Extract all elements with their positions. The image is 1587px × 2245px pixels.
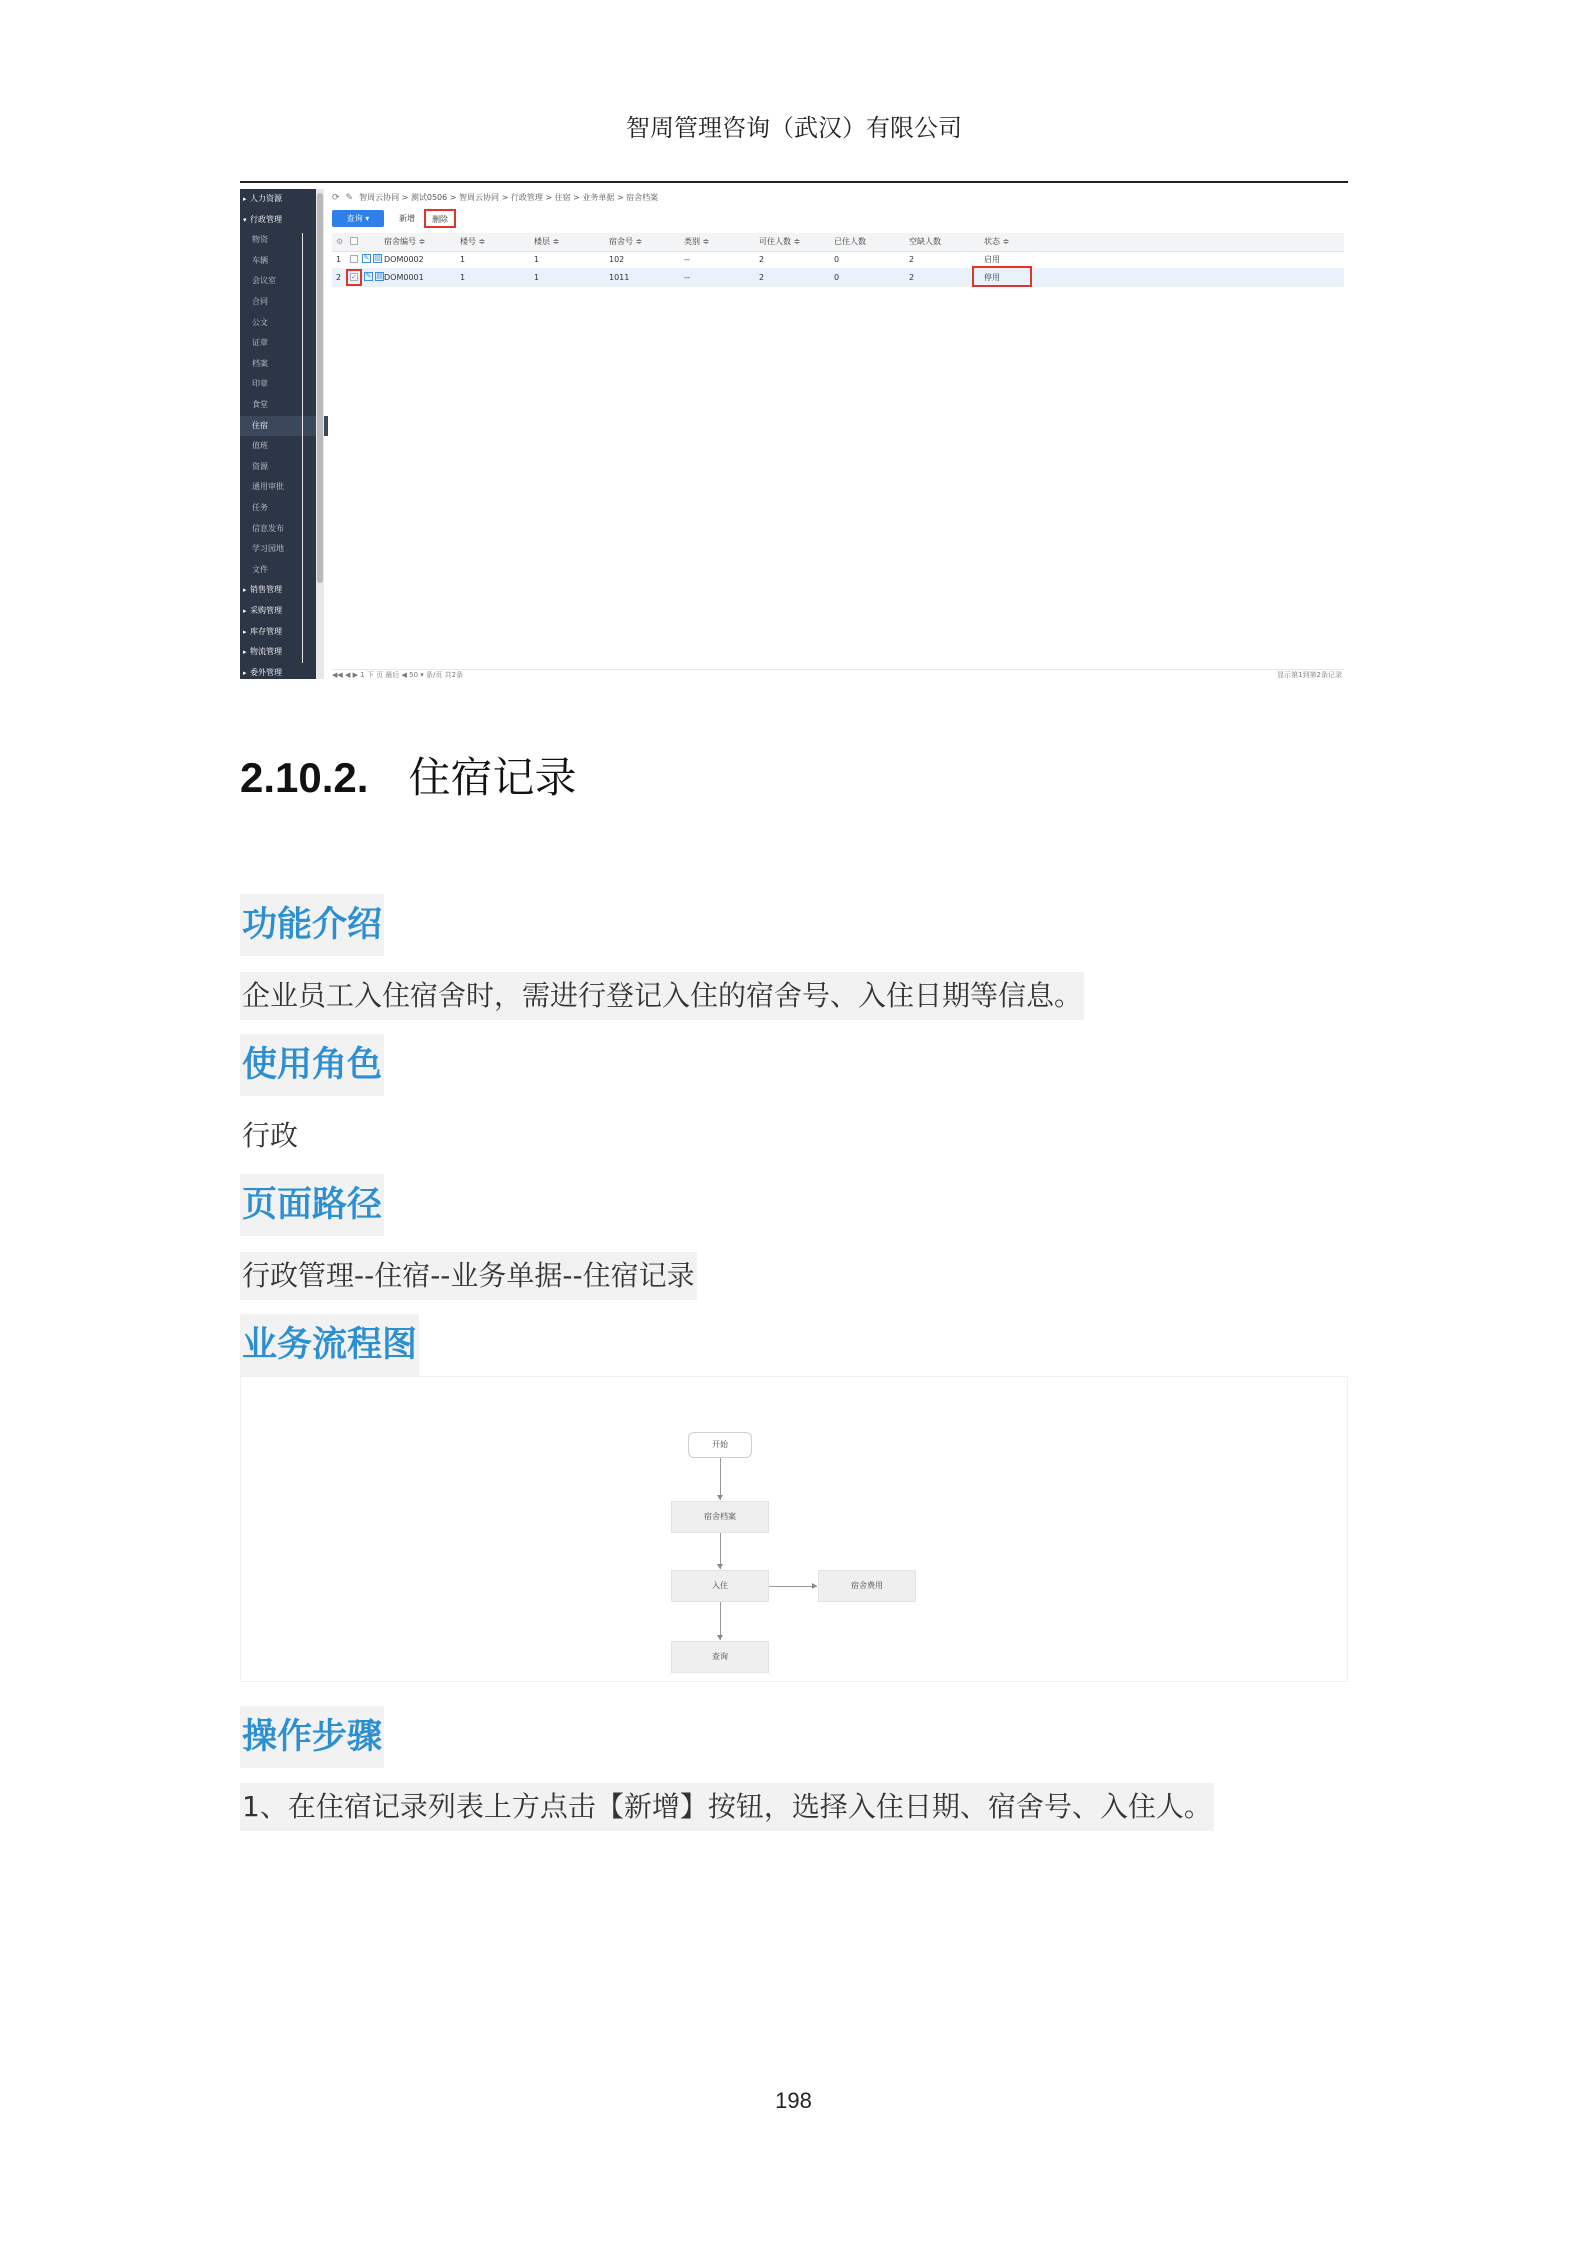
grid-header — [332, 233, 1344, 252]
edit-icon[interactable]: ✎ — [363, 254, 370, 262]
sidebar-item-label: 印章 — [252, 379, 268, 388]
sidebar-item-label: 库存管理 — [250, 627, 282, 636]
pagination-controls[interactable]: ◀◀ ◀ ▶ 1 下 页 最后 ◀ 50 ▾ 条/页 共2条 — [332, 671, 464, 679]
status-cell: 启用 — [984, 255, 1000, 264]
settings-icon[interactable]: ⚙ — [336, 237, 344, 246]
sidebar-item[interactable] — [240, 374, 328, 394]
chevron-right-icon: ▸ — [243, 648, 247, 656]
sidebar-item[interactable] — [240, 230, 328, 250]
sidebar-item[interactable] — [240, 395, 328, 415]
arrow-down-icon — [717, 1564, 723, 1569]
column-separator — [302, 233, 303, 663]
query-button[interactable] — [332, 210, 384, 227]
table-cell: 0 — [834, 273, 840, 282]
table-cell: 1 — [460, 273, 466, 282]
sidebar-item[interactable] — [240, 580, 319, 600]
sidebar-item[interactable] — [240, 333, 328, 353]
table-cell: DOM0001 — [384, 273, 424, 282]
chevron-down-icon: ▾ — [243, 216, 247, 224]
sidebar-item-label: 车辆 — [252, 256, 268, 265]
table-row[interactable] — [332, 251, 1344, 269]
chevron-right-icon: ▸ — [243, 195, 247, 203]
flow-node-start: 开始 — [688, 1432, 752, 1458]
section-title — [240, 748, 576, 808]
sidebar-item[interactable] — [240, 251, 328, 271]
delete-button[interactable]: 删除 — [424, 209, 456, 228]
flow-node-query: 查询 — [671, 1641, 769, 1673]
table-cell: 1 — [460, 255, 466, 264]
col-header[interactable]: 类别 ≑ — [684, 237, 710, 246]
breadcrumb-text: 智周云协同 > 测试0506 > 智周云协同 > 行政管理 > 住宿 > 业务单据 > 宿舍档案 — [359, 193, 659, 202]
table-cell: 1 — [534, 273, 540, 282]
pagination-bar — [332, 669, 1344, 679]
sidebar-item-label: 委外管理 — [250, 668, 282, 677]
chevron-right-icon: ▸ — [243, 669, 247, 677]
scrollbar-thumb[interactable] — [317, 193, 323, 583]
col-header[interactable]: 楼号 ≑ — [460, 237, 486, 246]
highlight-box — [972, 266, 1032, 287]
sidebar-item[interactable] — [240, 292, 328, 312]
flow-edge — [720, 1458, 721, 1500]
table-cell: 1 — [534, 255, 540, 264]
col-header[interactable]: 宿舍号 ≑ — [609, 237, 643, 246]
sidebar-item-label: 任务 — [252, 503, 268, 512]
col-header[interactable]: 状态 ≑ — [984, 237, 1010, 246]
sidebar-item[interactable] — [240, 560, 328, 580]
sidebar-item[interactable] — [240, 436, 328, 456]
sidebar — [240, 189, 316, 679]
breadcrumb — [332, 189, 658, 207]
section-number: 2.10.2. — [240, 754, 369, 801]
path-text: 行政管理--住宿--业务单据--住宿记录 — [240, 1252, 697, 1300]
sidebar-item-label: 销售管理 — [250, 585, 282, 594]
chevron-right-icon: ▸ — [243, 586, 247, 594]
sidebar-item[interactable] — [240, 642, 319, 662]
page-number: 198 — [775, 2088, 812, 2113]
sidebar-item-label: 行政管理 — [250, 215, 282, 224]
row-number: 2 — [336, 273, 342, 282]
sidebar-item[interactable] — [240, 519, 328, 539]
step-1-text: 1、在住宿记录列表上方点击【新增】按钮，选择入住日期、宿舍号、入住人。 — [240, 1783, 1214, 1831]
pagination-summary: 显示第1到第2条记录 — [1277, 671, 1342, 679]
arrow-down-icon — [717, 1495, 723, 1500]
table-cell: 2 — [909, 273, 915, 282]
sidebar-item-label: 公文 — [252, 318, 268, 327]
sidebar-item-label: 信息发布 — [252, 524, 284, 533]
sidebar-item[interactable] — [240, 313, 328, 333]
sidebar-item-label: 物流管理 — [250, 647, 282, 656]
business-flowchart — [240, 1376, 1348, 1682]
sidebar-item-label: 会议室 — [252, 276, 276, 285]
flow-node-dorm-fee: 宿舍费用 — [818, 1570, 916, 1602]
col-header[interactable]: 宿舍编号 ≑ — [384, 237, 426, 246]
status-cell: 停用 — [984, 273, 1000, 282]
col-header[interactable]: 已住人数 — [834, 237, 866, 246]
chevron-right-icon: ▸ — [243, 628, 247, 636]
select-all-checkbox[interactable] — [350, 237, 358, 245]
sidebar-item[interactable] — [240, 477, 328, 497]
table-cell: -- — [684, 273, 690, 282]
table-cell: DOM0002 — [384, 255, 424, 264]
table-cell: 2 — [759, 255, 765, 264]
role-heading: 使用角色 — [240, 1034, 384, 1096]
detail-icon[interactable]: ▤ — [376, 272, 383, 280]
table-cell: 0 — [834, 255, 840, 264]
row-checkbox[interactable] — [350, 255, 358, 263]
path-heading: 页面路径 — [240, 1174, 384, 1236]
sidebar-item[interactable] — [240, 416, 328, 436]
arrow-down-icon — [717, 1635, 723, 1640]
sidebar-item-label: 物资 — [252, 235, 268, 244]
intro-text: 企业员工入住宿舍时，需进行登记入住的宿舍号、入住日期等信息。 — [240, 972, 1084, 1020]
sidebar-item[interactable] — [240, 210, 319, 230]
query-button-label: 查询 — [346, 214, 363, 223]
chevron-down-icon: ▾ — [365, 214, 370, 223]
sidebar-scrollbar[interactable] — [316, 189, 324, 679]
edit-icon[interactable]: ✎ — [365, 272, 372, 280]
row-checkbox-checked[interactable]: ✓ — [351, 273, 357, 281]
flow-node-checkin: 入住 — [671, 1570, 769, 1602]
intro-heading: 功能介绍 — [240, 894, 384, 956]
sidebar-item-label: 资源 — [252, 462, 268, 471]
sidebar-item-label: 人力资源 — [250, 194, 282, 203]
flow-edge — [769, 1586, 817, 1587]
sidebar-item-label: 档案 — [252, 359, 268, 368]
arrow-right-icon — [812, 1583, 817, 1589]
flow-heading: 业务流程图 — [240, 1314, 419, 1376]
sidebar-item-label: 证章 — [252, 338, 268, 347]
chevron-right-icon: ▸ — [243, 607, 247, 615]
flow-node-dorm-archive: 宿舍档案 — [671, 1501, 769, 1533]
sidebar-item-label: 通用审批 — [252, 482, 284, 491]
table-cell: 102 — [609, 255, 625, 264]
sidebar-item[interactable] — [240, 189, 319, 209]
sidebar-item[interactable] — [240, 498, 328, 518]
refresh-icon[interactable]: ⟳ — [332, 193, 340, 203]
table-cell: 1011 — [609, 273, 630, 282]
role-text: 行政 — [242, 1119, 299, 1152]
col-header[interactable]: 楼层 ≑ — [534, 237, 560, 246]
add-button[interactable]: 新增 — [399, 214, 415, 223]
detail-icon[interactable]: ▤ — [374, 254, 381, 262]
sidebar-item-label: 食堂 — [252, 400, 268, 409]
sidebar-item-label: 合同 — [252, 297, 268, 306]
sidebar-item-label: 采购管理 — [250, 606, 282, 615]
table-row-selected[interactable] — [332, 269, 1344, 287]
table-cell: 2 — [909, 255, 915, 264]
sidebar-item[interactable] — [240, 271, 328, 291]
sidebar-item[interactable] — [240, 663, 319, 679]
table-cell: 2 — [759, 273, 765, 282]
page-header: 智周管理咨询（武汉）有限公司 — [626, 114, 962, 142]
sidebar-item[interactable] — [240, 354, 328, 374]
sidebar-item-label: 学习园地 — [252, 544, 284, 553]
pin-icon[interactable]: ✎ — [345, 193, 354, 203]
sidebar-item-label: 文件 — [252, 565, 268, 574]
table-cell: -- — [684, 255, 690, 264]
app-screenshot — [240, 189, 1348, 679]
steps-heading: 操作步骤 — [240, 1706, 384, 1768]
row-number: 1 — [336, 255, 342, 264]
header-rule — [240, 181, 1348, 183]
sidebar-item[interactable] — [240, 622, 319, 642]
sidebar-item-label: 值班 — [252, 441, 268, 450]
highlight-box — [346, 269, 362, 286]
col-header[interactable]: 空缺人数 — [909, 237, 941, 246]
sidebar-item[interactable] — [240, 539, 328, 559]
sidebar-item-label: 住宿 — [252, 421, 268, 430]
col-header[interactable]: 可住人数 ≑ — [759, 237, 801, 246]
sidebar-item[interactable] — [240, 601, 319, 621]
section-title-text: 住宿记录 — [408, 753, 577, 802]
sidebar-item[interactable] — [240, 457, 328, 477]
